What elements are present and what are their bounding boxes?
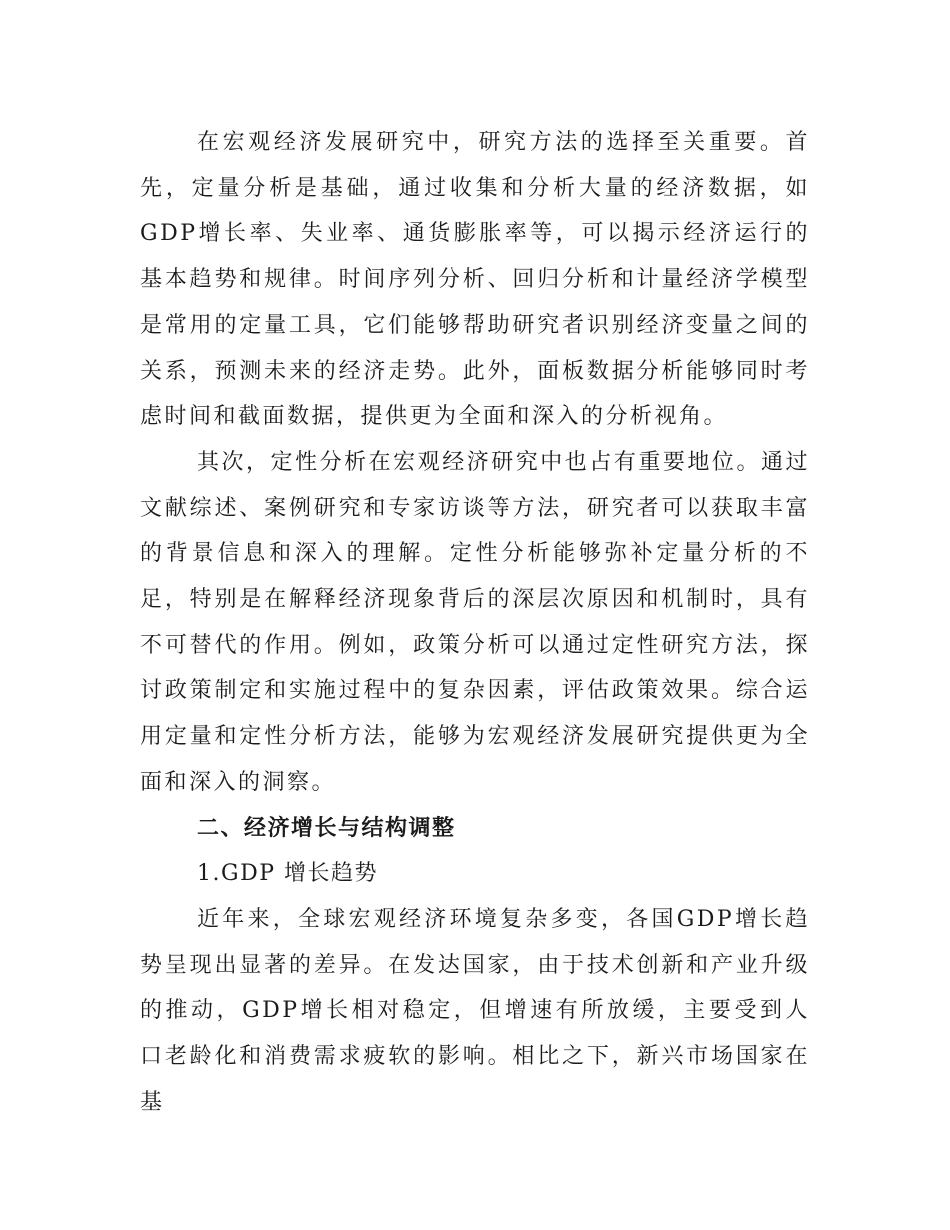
section-heading: 二、经济增长与结构调整	[197, 815, 456, 841]
document-body	[140, 120, 810, 1125]
paragraph-qualitative-analysis: 其次，定性分析在宏观经济研究中也占有重要地位。通过文献综述、案例研究和专家访谈等方法，研究者可以获取丰富的背景信息和深入的理解。定性分析能够弥补定量分析的不足，特别是在解释经济现象背后的深层次原因和机制时，具有不可替代的作用。例如，政策分析可以通过定性研究方法，探讨政策制定和实施过程中的复杂因素，评估政策效果。综合运用定量和定性分析方法，能够为宏观经济发展研究提供更为全面和深入的洞察。	[140, 449, 810, 795]
paragraph-research-methods: 在宏观经济发展研究中，研究方法的选择至关重要。首先，定量分析是基础，通过收集和分析大量的经济数据，如GDP增长率、失业率、通货膨胀率等，可以揭示经济运行的基本趋势和规律。时间序列分析、回归分析和计量经济学模型是常用的定量工具，它们能够帮助研究者识别经济变量之间的关系，预测未来的经济走势。此外，面板数据分析能够同时考虑时间和截面数据，提供更为全面和深入的分析视角。	[140, 130, 810, 430]
paragraph-gdp-trend: 近年来，全球宏观经济环境复杂多变，各国GDP增长趋势呈现出显著的差异。在发达国家，由于技术创新和产业升级的推动，GDP增长相对稳定，但增速有所放缓，主要受到人口老龄化和消费需求疲软的影响。相比之下，新兴市场国家在基	[140, 906, 810, 1115]
subsection-heading: 1.GDP 增长趋势	[197, 861, 378, 887]
